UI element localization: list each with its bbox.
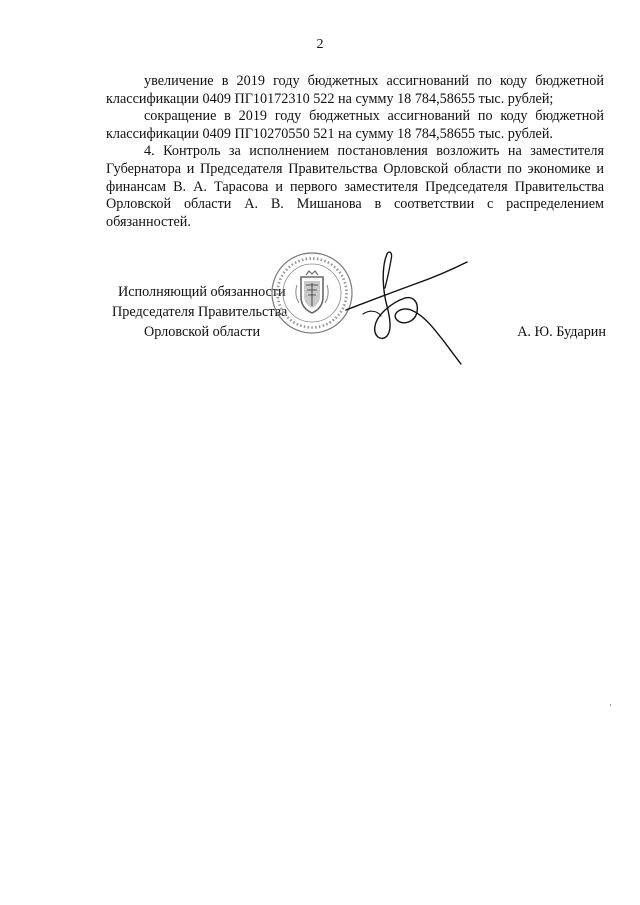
signer-name: А. Ю. Бударин (517, 324, 606, 340)
signer-position-line1: Исполняющий обязанности (118, 284, 286, 300)
paragraph-control: 4. Контроль за исполнением постановления возложить на заместителя Губернатора и Председателя Правительства Орловской области по экономике и финансам В. А. Тарасова и первого заместителя Председателя Правительства Орловской области А. В. Мишанова в соответствии с распределением обязанностей. (106, 143, 604, 230)
paragraph-decrease: сокращение в 2019 году бюджетных ассигнований по коду бюджетной классификации 0409 ПГ10270550 521 на сумму 18 784,58655 тыс. рублей. (106, 108, 604, 142)
signer-position-line3: Орловской области (144, 324, 261, 340)
body-text (106, 73, 604, 231)
paragraph-increase: увеличение в 2019 году бюджетных ассигнований по коду бюджетной классификации 0409 ПГ10172310 522 на сумму 18 784,58655 тыс. рублей; (106, 73, 604, 107)
handwritten-signature-icon (343, 240, 473, 368)
scan-artifact (610, 704, 611, 706)
signer-position-line2: Председателя Правительства (112, 304, 288, 320)
official-seal-icon (270, 251, 354, 335)
page-number: 2 (316, 37, 324, 52)
